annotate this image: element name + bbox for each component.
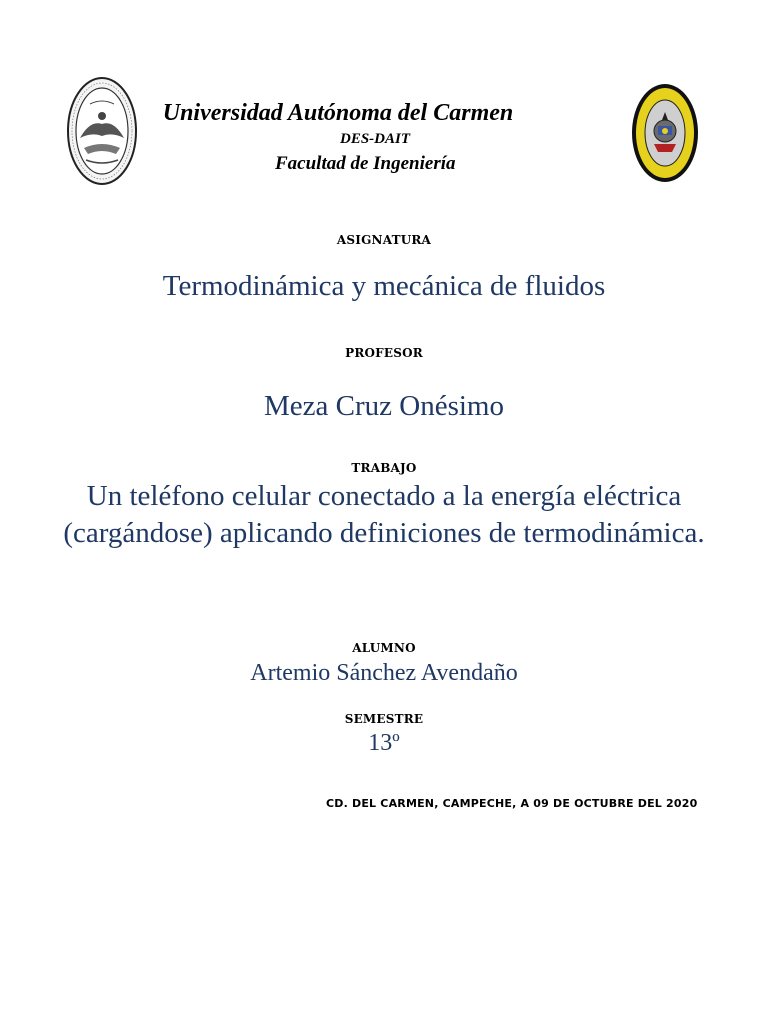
- division-name: DES-DAIT: [340, 131, 411, 147]
- university-seal-icon: [66, 76, 138, 186]
- profesor-label: PROFESOR: [345, 346, 423, 360]
- semestre-label: SEMESTRE: [344, 712, 424, 726]
- university-name: Universidad Autónoma del Carmen: [162, 100, 514, 126]
- trabajo-value: Un teléfono celular conectado a la energía eléctrica (cargándose) aplicando definiciones de termodinámica.: [63, 480, 705, 549]
- engineering-faculty-emblem-icon: [630, 82, 700, 184]
- profesor-value: Meza Cruz Onésimo: [264, 390, 504, 422]
- alumno-value: Artemio Sánchez Avendaño: [250, 660, 518, 686]
- trabajo-label: TRABAJO: [351, 461, 417, 475]
- faculty-name: Facultad de Ingeniería: [275, 153, 456, 174]
- semestre-value: 13º: [368, 730, 400, 756]
- asignatura-label: ASIGNATURA: [336, 233, 432, 247]
- place-date: CD. DEL CARMEN, CAMPECHE, A 09 DE OCTUBRE DEL 2020: [326, 797, 698, 810]
- asignatura-value: Termodinámica y mecánica de fluidos: [162, 270, 606, 302]
- alumno-label: ALUMNO: [352, 641, 416, 655]
